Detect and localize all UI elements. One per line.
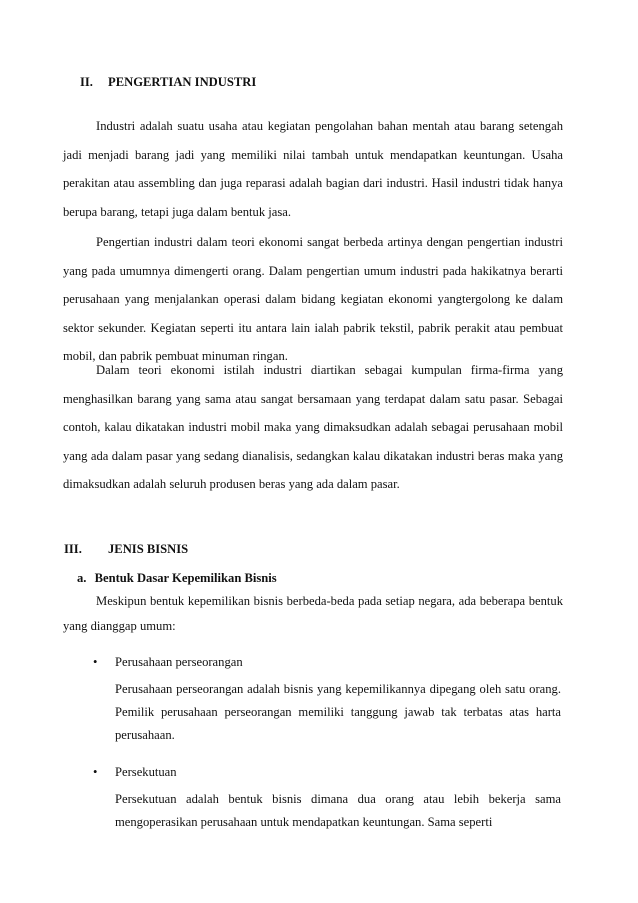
paragraph: Dalam teori ekonomi istilah industri diartikan sebagai kumpulan firma-firma yang menghasilkan barang yang sama atau sangat bersamaan yang terdapat dalam satu pasar. Sebagai contoh, kalau dikatakan industri mobil maka yang dimaksudkan adalah sebagai perusahaan mobil yang ada dalam pasar yang sedang dianalisis, sedangkan kalau dikatakan industri beras maka yang dimaksudkan adalah seluruh produsen beras yang ada dalam pasar. [63, 363, 563, 492]
list-item-description: Perusahaan perseorangan adalah bisnis yang kepemilikannya dipegang oleh satu orang. Pemilik perusahaan perseorangan memiliki tanggung jawab tak terbatas atas harta perusahaan. [115, 682, 561, 742]
section-title: JENIS BISNIS [108, 542, 189, 556]
bullet-icon: • [93, 655, 98, 669]
subsection-intro: Meskipun bentuk kepemilikan bisnis berbeda-beda pada setiap negara, ada beberapa bentuk yang dianggap umum: [63, 594, 563, 633]
list-item-description: Persekutuan adalah bentuk bisnis dimana dua orang atau lebih bekerja sama mengoperasikan perusahaan untuk mendapatkan keuntungan. Sama seperti [115, 792, 561, 829]
section-number: III. [64, 542, 82, 556]
list-item-label: Persekutuan [115, 765, 177, 779]
list-item-label: Perusahaan perseorangan [115, 655, 243, 669]
bullet-icon: • [93, 765, 98, 779]
paragraph: Pengertian industri dalam teori ekonomi sangat berbeda artinya dengan pengertian industri yang pada umumnya dimengerti orang. Dalam pengertian umum industri pada hakikatnya berarti perusahaan yang menjalankan operasi dalam bidang kegiatan ekonomi yangtergolong ke dalam sektor sekunder. Kegiatan seperti itu antara lain ialah pabrik tekstil, pabrik perakit atau pembuat mobil, dan pabrik pembuat minuman ringan. [63, 235, 563, 364]
subsection-heading [77, 571, 277, 586]
section-number: II. [80, 75, 93, 89]
paragraph: Industri adalah suatu usaha atau kegiatan pengolahan bahan mentah atau barang setengah jadi menjadi barang jadi yang memiliki nilai tambah untuk mendapatkan keuntungan. Usaha perakitan atau assembling dan juga reparasi adalah bagian dari industri. Hasil industri tidak hanya berupa barang, tetapi juga dalam bentuk jasa. [63, 119, 563, 219]
subsection-title: Bentuk Dasar Kepemilikan Bisnis [94, 571, 277, 585]
section-title: PENGERTIAN INDUSTRI [108, 75, 257, 89]
subsection-label: a. [77, 571, 87, 585]
